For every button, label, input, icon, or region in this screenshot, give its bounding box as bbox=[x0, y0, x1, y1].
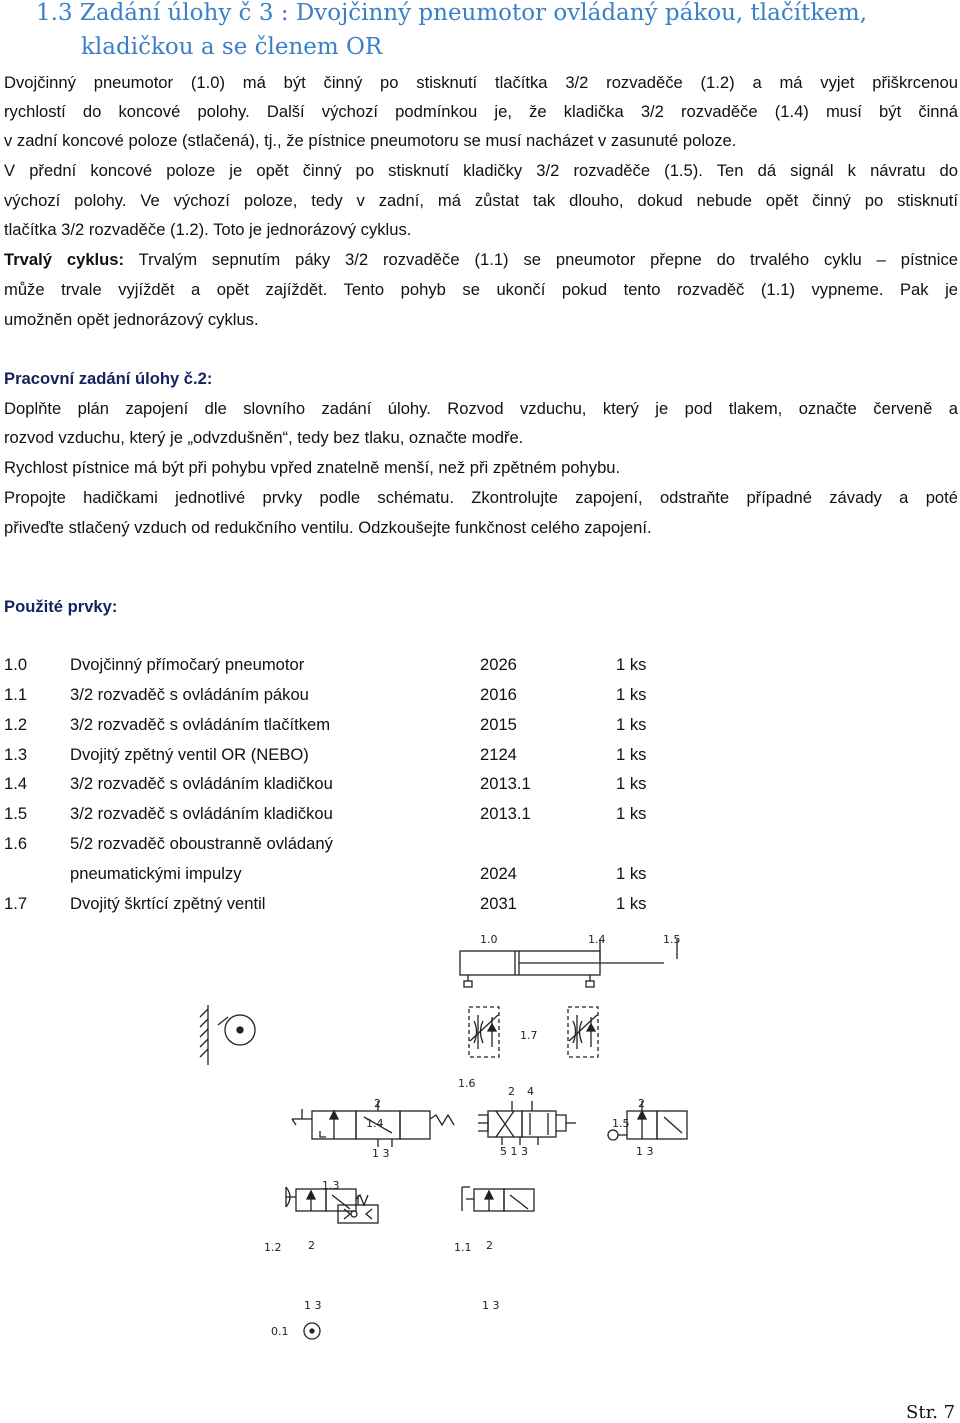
label-1-7: 1.7 bbox=[520, 1029, 538, 1042]
or-valve-1-3 bbox=[338, 1195, 378, 1223]
cycle-line: umožněn opět jednorázový cyklus. bbox=[4, 310, 259, 329]
intro-line: v zadní koncové poloze (stlačená), tj., že pístnice pneumotoru se musí nacházet v zasunuté poloze. bbox=[4, 131, 737, 150]
port-13-1-1: 1 3 bbox=[482, 1299, 500, 1312]
air-source-0-1 bbox=[304, 1323, 320, 1339]
throttle-valve-1-7-left bbox=[469, 1007, 499, 1057]
page-title: 1.3 Zadání úlohy č 3 : Dvojčinný pneumotor ovládaný pákou, tlačítkem, bbox=[36, 0, 867, 26]
parts-heading: Použité prvky: bbox=[4, 597, 118, 616]
label-1-2: 1.2 bbox=[264, 1241, 282, 1254]
port-13-1-4: 1 3 bbox=[372, 1147, 390, 1160]
cylinder-1-0 bbox=[460, 951, 664, 987]
throttle-valve-1-7-right bbox=[568, 1007, 598, 1057]
label-1-5: 1.5 bbox=[612, 1117, 630, 1130]
label-1-0: 1.0 bbox=[480, 933, 498, 946]
label-1-4-top: 1.4 bbox=[588, 933, 606, 946]
page-title-line2: kladičkou a se členem OR bbox=[81, 34, 383, 60]
port-2: 2 bbox=[508, 1085, 515, 1098]
label-0-1: 0.1 bbox=[271, 1325, 289, 1338]
port-2-1-1: 2 bbox=[486, 1239, 493, 1252]
intro-line: V přední koncové poloze je opět činný po stisknutí kladičky 3/2 rozvaděče (1.5). Ten dá signál k návratu do bbox=[4, 161, 958, 180]
port-13-1-2: 1 3 bbox=[304, 1299, 322, 1312]
port-2-1-2: 2 bbox=[308, 1239, 315, 1252]
task-line: Rychlost pístnice má být při pohybu vpřed znatelně menší, než při zpětném pohybu. bbox=[4, 458, 621, 477]
task-line: přiveďte stlačený vzduch od redukčního ventilu. Odzkoušejte funkčnost celého zapojení. bbox=[4, 518, 652, 537]
intro-line: Dvojčinný pneumotor (1.0) má být činný po stisknutí tlačítka 3/2 rozvaděče (1.2) a má vyjet přiškrcenou bbox=[4, 73, 958, 92]
intro-line: tlačítka 3/2 rozvaděče (1.2). Toto je jednorázový cyklus. bbox=[4, 220, 412, 239]
lever-valve-1-1 bbox=[462, 1187, 534, 1211]
cycle-label: Trvalý cyklus: bbox=[4, 250, 125, 269]
label-1-3: 1.3 bbox=[322, 1179, 340, 1192]
port-2-1-5: 2 bbox=[638, 1097, 645, 1110]
page-number: Str. 7 bbox=[906, 1402, 956, 1423]
label-1-6: 1.6 bbox=[458, 1077, 476, 1090]
intro-line: rychlostí do koncové polohy. Další výchozí podmínkou je, že kladička 3/2 rozvaděče (1.4) musí být činná bbox=[4, 102, 958, 121]
cycle-line: může trvale vyjíždět a opět zajíždět. Tento pohyb se ukončí pokud tento rozvaděč (1.1) vypneme. Pak je bbox=[4, 280, 958, 299]
port-513: 5 1 3 bbox=[500, 1145, 528, 1158]
task-line: Doplňte plán zapojení dle slovního zadání úlohy. Rozvod vzduchu, který je pod tlakem, označte červeně a bbox=[4, 399, 958, 418]
cycle-line: Trvalý cyklus: Trvalým sepnutím páky 3/2 rozvaděče (1.1) se pneumotor přepne do trvalého cyklu – pístnice bbox=[4, 250, 958, 269]
valve-5-2-1-6 bbox=[478, 1101, 576, 1145]
label-1-5-top: 1.5 bbox=[663, 933, 681, 946]
task-line: rozvod vzduchu, který je „odvzdušněn“, tedy bez tlaku, označte modře. bbox=[4, 428, 524, 447]
roller-cam bbox=[200, 1005, 255, 1065]
task-heading: Pracovní zadání úlohy č.2: bbox=[4, 369, 213, 388]
label-1-4: 1.4 bbox=[366, 1117, 384, 1130]
port-13-1-5: 1 3 bbox=[636, 1145, 654, 1158]
pneumatic-diagram bbox=[0, 925, 960, 1345]
intro-line: výchozí polohy. Ve výchozí poloze, tedy v zadní, má zůstat tak dlouho, dokud nebude opět činný po stisknutí bbox=[4, 191, 958, 210]
label-1-1: 1.1 bbox=[454, 1241, 472, 1254]
port-4: 4 bbox=[527, 1085, 534, 1098]
task-line: Propojte hadičkami jednotlivé prvky podle schématu. Zkontrolujte zapojení, odstraňte případné závady a poté bbox=[4, 488, 958, 507]
port-2-1-4: 2 bbox=[374, 1097, 381, 1110]
